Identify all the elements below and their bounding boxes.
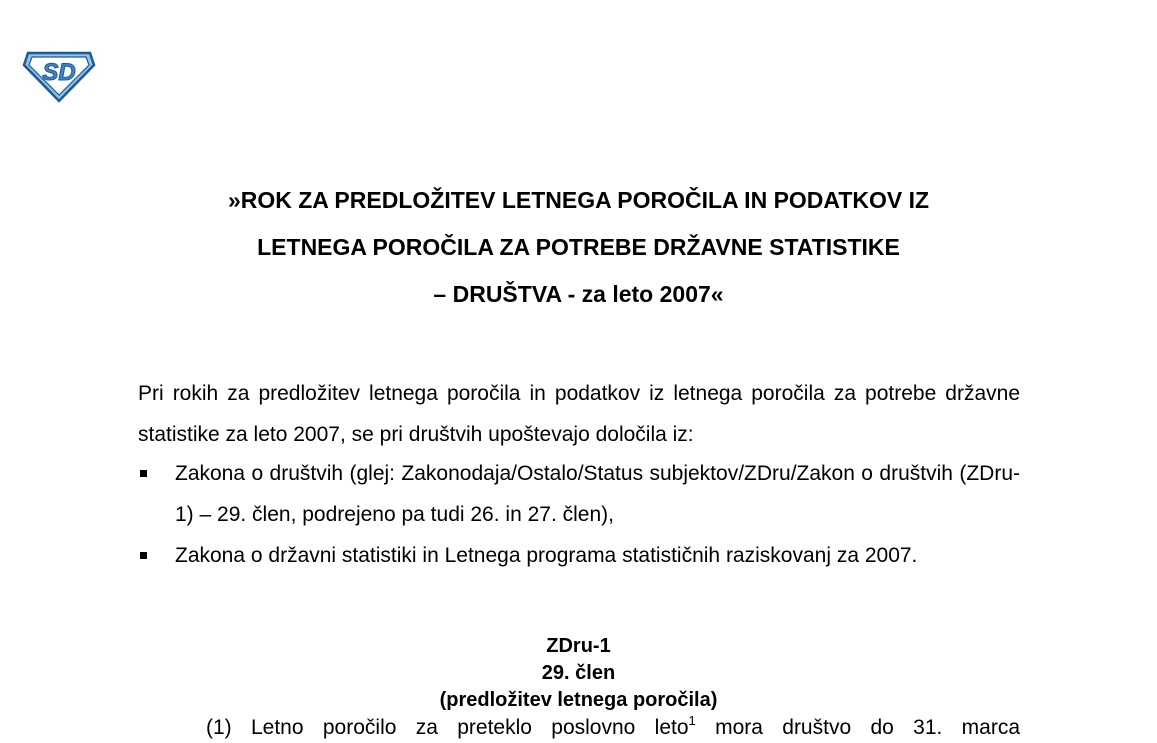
bullet-text: Zakona o državni statistiki in Letnega programa statističnih raziskovanj za 2007. <box>175 544 918 567</box>
square-bullet-icon <box>140 552 147 559</box>
logo-text: SD <box>42 59 76 86</box>
article-number: 29. člen <box>541 662 616 684</box>
article-title: (predložitev letnega poročila) <box>439 689 718 711</box>
document-title <box>0 177 1157 318</box>
article-heading <box>0 633 1157 714</box>
clause-paragraph <box>206 712 1020 743</box>
title-line-1: »ROK ZA PREDLOŽITEV LETNEGA POROČILA IN PODATKOV IZ <box>227 187 930 213</box>
clause-text-after: mora društvo do 31. marca <box>695 716 1021 739</box>
list-item <box>138 453 1020 535</box>
list-item <box>138 535 1020 576</box>
bullet-text: Zakona o društvih (glej: Zakonodaja/Ostalo/Status subjektov/ZDru/Zakon o društvih (ZDru-1) – 29. člen, podrejeno pa tudi 26. in 27. člen), <box>175 462 1020 526</box>
logo <box>22 49 96 103</box>
sd-shield-logo <box>22 49 96 103</box>
title-line-2: LETNEGA POROČILA ZA POTREBE DRŽAVNE STATISTIKE <box>257 234 900 260</box>
square-bullet-icon <box>140 470 147 477</box>
footnote-ref[interactable]: 1 <box>688 713 696 728</box>
clause-text-before: (1) Letno poročilo za preteklo poslovno leto <box>206 716 689 739</box>
intro-paragraph: Pri rokih za predložitev letnega poročila in podatkov iz letnega poročila za potrebe državne statistike za leto 2007, se pri društvih upoštevajo določila iz: <box>138 382 1020 446</box>
bullet-list <box>138 453 1020 576</box>
title-line-3: – DRUŠTVA - za leto 2007« <box>433 281 724 307</box>
law-name: ZDru-1 <box>546 635 611 657</box>
